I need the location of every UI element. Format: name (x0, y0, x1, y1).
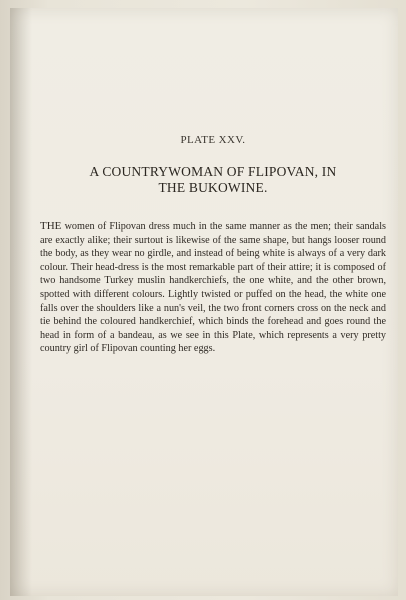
body-text: women of Flipovan dress much in the same manner as the men; their sandals are exactly alike; their surtout is likewise of the same shape, but hangs looser round the body, as they wear no girdle, and instead of being white is always of a very dark colour. Their head-dress is the most remarkable part of their attire; it is composed of two handsome Turkey muslin handkerchiefs, the one white, and the other brown, spotted with different colours. Lightly twisted or puffed on the head, the white one falls over the shoulders like a nun's veil, the two front corners cross on the neck and tie behind the coloured handkerchief, which binds the forehead and goes round the head in form of a bandeau, as we see in this Plate, which represents a very pretty country girl of Flipovan counting her eggs. (40, 221, 386, 355)
binding-gutter (10, 8, 32, 596)
document-page (10, 8, 398, 596)
page-title (40, 164, 386, 196)
first-word: THE (40, 220, 62, 232)
page-content (40, 134, 386, 356)
plate-label: PLATE XXV. (180, 134, 246, 146)
body-paragraph (40, 220, 386, 356)
title-line-1: A COUNTRYWOMAN OF FLIPOVAN, IN (89, 164, 337, 179)
title-line-2: THE BUKOWINE. (158, 180, 268, 195)
